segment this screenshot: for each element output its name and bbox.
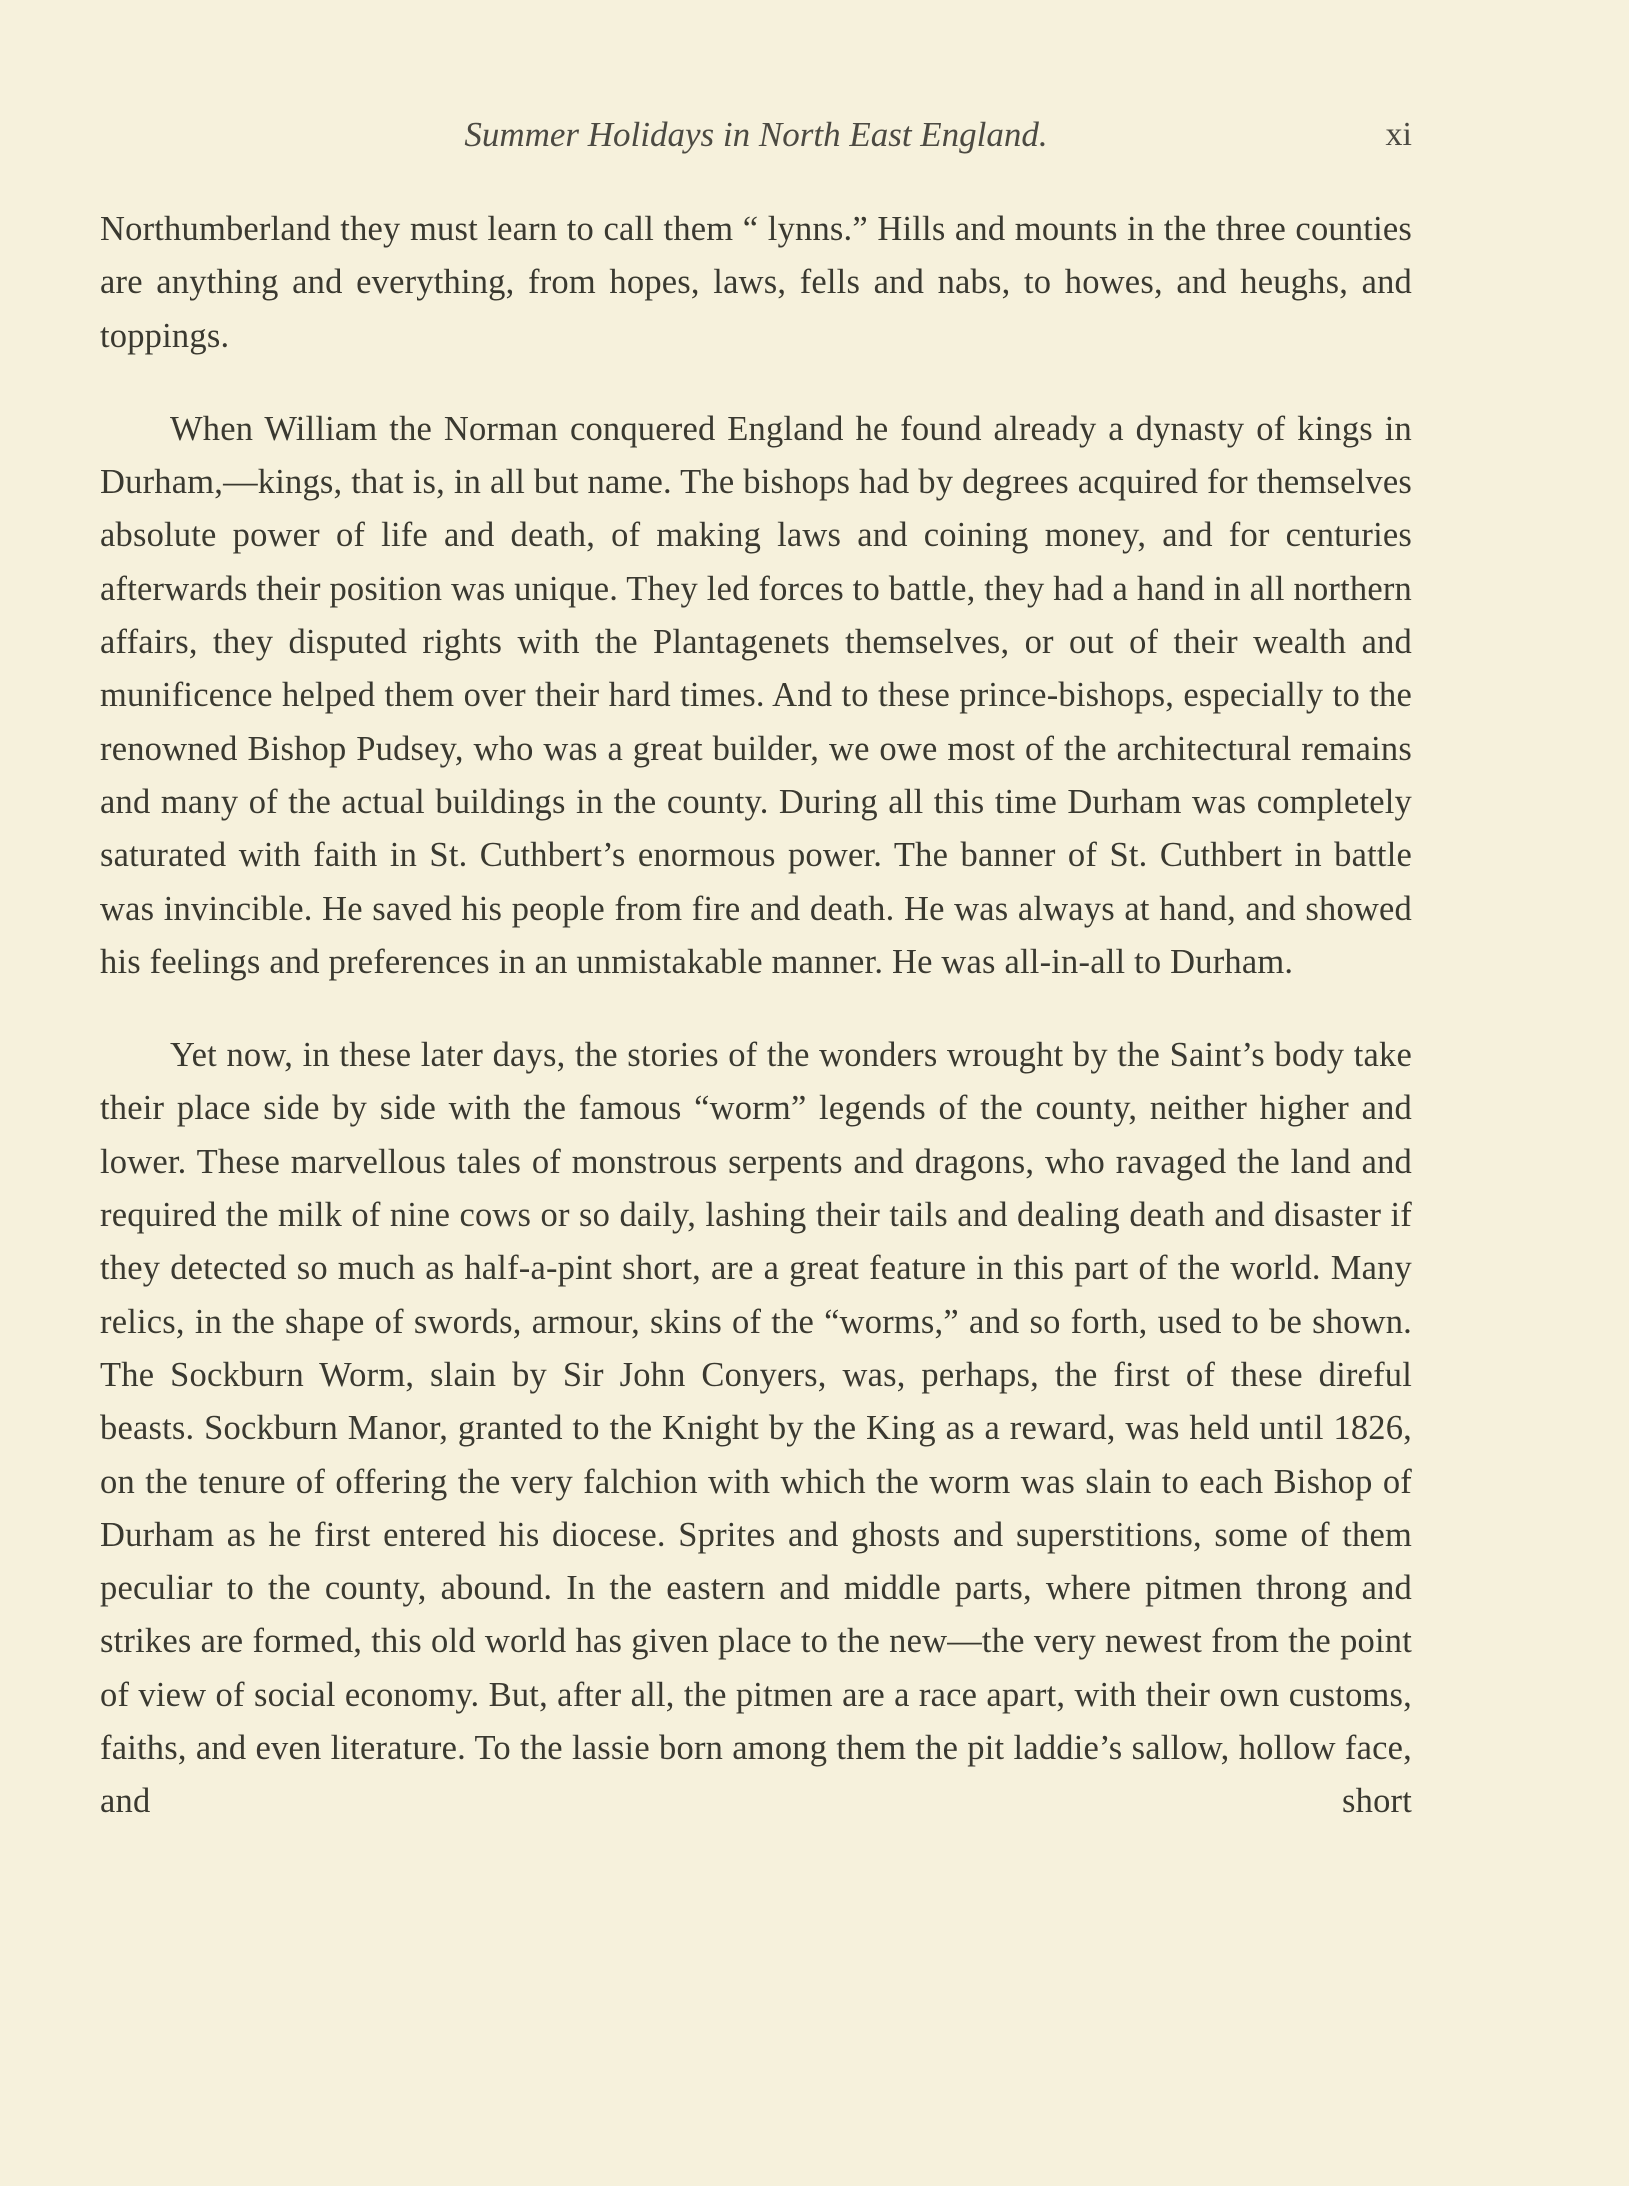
- running-title: Summer Holidays in North East England.: [464, 115, 1048, 154]
- paragraph-gap: [100, 363, 1412, 403]
- running-head: [100, 112, 1412, 158]
- paragraph-gap: [100, 989, 1412, 1029]
- paragraph-continuation: Northumberland they must learn to call them “ lynns.” Hills and mounts in the three counties are anything and everything, from hopes, laws, fells and nabs, to howes, and heughs, and toppings.: [100, 210, 1412, 355]
- page-number: xi: [1385, 116, 1412, 153]
- paragraph-worm-legends: Yet now, in these later days, the stories of the wonders wrought by the Saint’s body take their place side by side with the famous “worm” legends of the county, neither higher and lower. These marvellous tales of monstrous serpents and dragons, who ravaged the land and required the milk of nine cows or so daily, lashing their tails and dealing death and disaster if they detected so much as half-a-pint short, are a great feature in this part of the world. Many relics, in the shape of swords, armour, skins of the “worms,” and so forth, used to be shown. The Sockburn Worm, slain by Sir John Conyers, was, perhaps, the first of these direful beasts. Sockburn Manor, granted to the Knight by the King as a reward, was held until 1826, on the tenure of offering the very falchion with which the worm was slain to each Bishop of Durham as he first entered his diocese. Sprites and ghosts and superstitions, some of them peculiar to the county, abound. In the eastern and middle parts, where pitmen throng and strikes are formed, this old world has given place to the new—the very newest from the point of view of social economy. But, after all, the pitmen are a race apart, with their own customs, faiths, and even literature. To the lassie born among them the pit laddie’s sallow, hollow face, and short: [100, 1036, 1412, 1821]
- paragraph-bishops: When William the Norman conquered England he found already a dynasty of kings in Durham,—kings, that is, in all but name. The bishops had by degrees acquired for themselves absolute power of life and death, of making laws and coining money, and for centuries afterwards their position was unique. They led forces to battle, they had a hand in all northern affairs, they disputed rights with the Plantagenets themselves, or out of their wealth and munificence helped them over their hard times. And to these prince-bishops, especially to the renowned Bishop Pudsey, who was a great builder, we owe most of the architectural remains and many of the actual buildings in the county. During all this time Durham was completely saturated with faith in St. Cuthbert’s enormous power. The banner of St. Cuthbert in battle was invincible. He saved his people from fire and death. He was always at hand, and showed his feelings and preferences in an unmistakable manner. He was all-in-all to Durham.: [100, 409, 1412, 981]
- body-text: [100, 203, 1412, 1829]
